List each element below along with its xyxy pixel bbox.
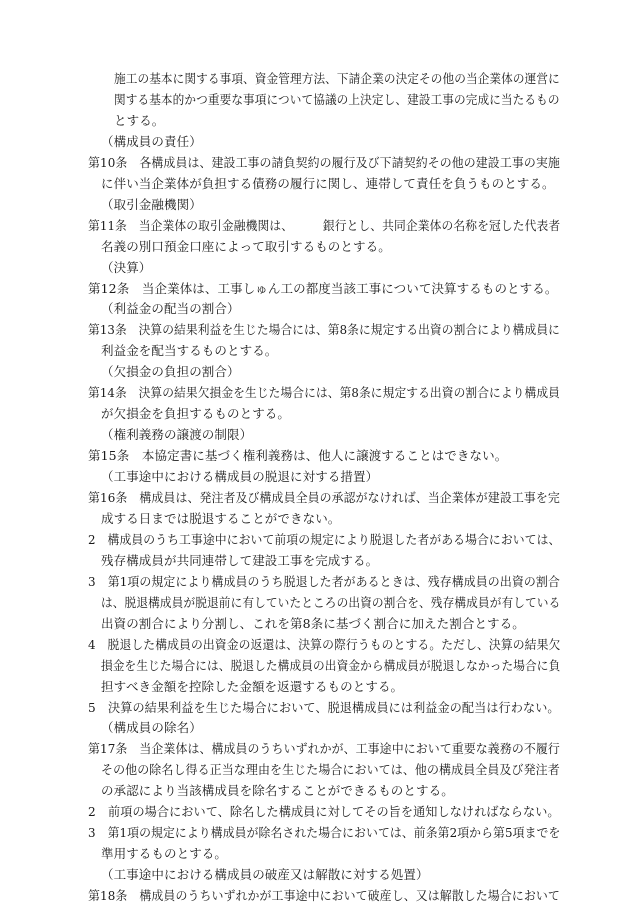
document-line: 4 脱退した構成員の出資金の返還は、決算の際行うものとする。ただし、決算の結果欠 <box>88 636 561 652</box>
document-line: 2 前項の場合において、除名した構成員に対してその旨を通知しなければならない。 <box>88 804 560 820</box>
document-line: （構成員の責任） <box>101 133 202 149</box>
document-line: 第11条 当企業体の取引金融機関は、 銀行とし、共同企業体の名称を冠した代表者 <box>88 217 561 233</box>
document-line: 第13条 決算の結果利益を生じた場合には、第8条に規定する出資の割合により構成員に <box>88 322 560 338</box>
document-line: 利益金を配当するものとする。 <box>101 343 278 359</box>
document-line: （利益金の配当の割合） <box>101 301 240 317</box>
document-line: 残存構成員が共同連帯して建設工事を完成する。 <box>101 552 379 568</box>
document-line: その他の除名し得る正当な理由を生じた場合においては、他の構成員全員及び発注者 <box>101 762 560 778</box>
document-line: （構成員の除名） <box>101 720 202 736</box>
document-line: 3 第1項の規定により構成員のうち脱退した者があるときは、残存構成員の出資の割合 <box>88 573 560 589</box>
document-line: 準用するものとする。 <box>101 846 228 862</box>
document-line: 担すべき金額を控除した金額を返還するものとする。 <box>101 678 404 694</box>
document-line: 第10条 各構成員は、建設工事の請負契約の履行及び下請契約その他の建設工事の実施 <box>88 154 560 170</box>
document-line: 施工の基本に関する事項、資金管理方法、下請企業の決定その他の当企業体の運営に <box>114 71 560 86</box>
document-line: 2 構成員のうち工事途中において前項の規定により脱退した者がある場合においては、 <box>88 531 561 547</box>
document-line: 第12条 当企業体は、工事しゅん工の都度当該工事について決算するものとする。 <box>88 280 558 296</box>
document-line: とする。 <box>114 112 165 128</box>
document-line: が欠損金を負担するものとする。 <box>101 406 291 422</box>
document-line: に伴い当企業体が負担する債務の履行に関し、連帯して責任を負うものとする。 <box>101 175 555 191</box>
document-line: 成する日までは脱退することができない。 <box>101 510 341 526</box>
document-line: （決算） <box>101 259 152 275</box>
document-line: 第17条 当企業体は、構成員のうちいずれかが、工事途中において重要な義務の不履行 <box>88 741 560 757</box>
document-line: 損金を生じた場合には、脱退した構成員の出資金から構成員が脱退しなかった場合に負 <box>101 657 561 673</box>
document-line: 第14条 決算の結果欠損金を生じた場合には、第8条に規定する出資の割合により構成員 <box>88 385 560 401</box>
document-line: 第16条 構成員は、発注者及び構成員全員の承認がなければ、当企業体が建設工事を完 <box>88 490 560 505</box>
document-line: は、脱退構成員が脱退前に有していたところの出資の割合を、残存構成員が有している <box>101 594 561 610</box>
document-line: 出資の割合により分割し、これを第8条に基づく割合に加えた割合とする。 <box>101 615 525 631</box>
document-line: の承認により当該構成員を除名することができるものとする。 <box>101 783 454 799</box>
document-line: 関する基本的かつ重要な事項について協議の上決定し、建設工事の完成に当たるもの <box>114 91 560 107</box>
document-line: （権利義務の譲渡の制限） <box>101 427 253 443</box>
document-line: （工事途中における構成員の脱退に対する措置） <box>101 469 379 485</box>
document-line: 第15条 本協定書に基づく権利義務は、他人に譲渡することはできない。 <box>88 448 508 464</box>
document-line: 5 決算の結果利益を生じた場合において、脱退構成員には利益金の配当は行わない。 <box>88 699 560 715</box>
document-line: （取引金融機関） <box>101 196 202 212</box>
document-line: 3 第1項の規定により構成員が除名された場合においては、前条第2項から第5項までを <box>88 825 561 841</box>
document-line: 第18条 構成員のうちいずれかが工事途中において破産し、又は解散した場合において <box>88 888 560 904</box>
document-line: 名義の別口預金口座によって取引するものとする。 <box>101 238 391 254</box>
document-line: （欠損金の負担の割合） <box>101 364 240 380</box>
document-line: （工事途中における構成員の破産又は解散に対する処置） <box>101 867 429 883</box>
